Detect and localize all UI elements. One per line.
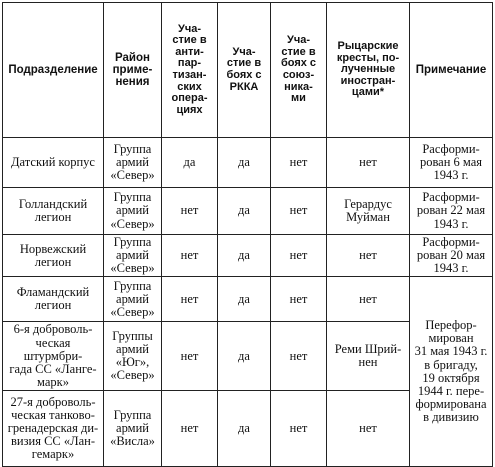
region-cell: Группа армий «Север» bbox=[104, 188, 162, 235]
region-cell: Группа армий «Висла» bbox=[104, 391, 162, 467]
header-rkka: Уча- стие в боях с РККА bbox=[218, 3, 271, 138]
header-anti-partisan: Уча- стие в анти- пар- тизан- ских опера- циях bbox=[162, 3, 218, 138]
header-row bbox=[3, 3, 493, 138]
region-cell: Группа армий «Север» bbox=[104, 235, 162, 277]
note-cell-merged: Перефор- мирован 31 мая 1943 г. в бригаду, 19 октября 1944 г. пере- формирована в дивизию bbox=[410, 277, 493, 467]
rkka-cell: да bbox=[218, 391, 271, 467]
table-row bbox=[3, 277, 493, 322]
header-crosses: Рыцарские кресты, по- лученные иностран- цами* bbox=[327, 3, 410, 138]
unit-cell: Голландский легион bbox=[3, 188, 104, 235]
allies-cell: нет bbox=[271, 138, 327, 188]
crosses-cell: нет bbox=[327, 235, 410, 277]
table-row bbox=[3, 188, 493, 235]
note-cell: Расформи- рован 6 мая 1943 г. bbox=[410, 138, 493, 188]
crosses-cell: нет bbox=[327, 138, 410, 188]
allies-cell: нет bbox=[271, 188, 327, 235]
allies-cell: нет bbox=[271, 235, 327, 277]
crosses-cell: нет bbox=[327, 391, 410, 467]
anti-partisan-cell: нет bbox=[162, 188, 218, 235]
crosses-cell: Реми Шрий- нен bbox=[327, 322, 410, 391]
anti-partisan-cell: да bbox=[162, 138, 218, 188]
anti-partisan-cell: нет bbox=[162, 235, 218, 277]
anti-partisan-cell: нет bbox=[162, 322, 218, 391]
table-row bbox=[3, 138, 493, 188]
unit-cell: Норвежский легион bbox=[3, 235, 104, 277]
header-unit: Подразделение bbox=[3, 3, 104, 138]
crosses-cell: нет bbox=[327, 277, 410, 322]
unit-cell: Фламандский легион bbox=[3, 277, 104, 322]
rkka-cell: да bbox=[218, 235, 271, 277]
allies-cell: нет bbox=[271, 322, 327, 391]
allies-cell: нет bbox=[271, 391, 327, 467]
header-note: Примечание bbox=[410, 3, 493, 138]
allies-cell: нет bbox=[271, 277, 327, 322]
rkka-cell: да bbox=[218, 138, 271, 188]
anti-partisan-cell: нет bbox=[162, 391, 218, 467]
anti-partisan-cell: нет bbox=[162, 277, 218, 322]
header-region: Район приме- нения bbox=[104, 3, 162, 138]
region-cell: Группы армий «Юг», «Север» bbox=[104, 322, 162, 391]
note-cell: Расформи- рован 20 мая 1943 г. bbox=[410, 235, 493, 277]
header-allies: Уча- стие в боях с союз- ника- ми bbox=[271, 3, 327, 138]
unit-cell: Датский корпус bbox=[3, 138, 104, 188]
rkka-cell: да bbox=[218, 188, 271, 235]
rkka-cell: да bbox=[218, 277, 271, 322]
unit-cell: 27-я доброволь- ческая танково- гренадерская ди- визия СС «Лан- гемарк» bbox=[3, 391, 104, 467]
region-cell: Группа армий «Север» bbox=[104, 138, 162, 188]
region-cell: Группа армий «Север» bbox=[104, 277, 162, 322]
crosses-cell: Герардус Муйман bbox=[327, 188, 410, 235]
table-row bbox=[3, 235, 493, 277]
note-cell: Расформи- рован 22 мая 1943 г. bbox=[410, 188, 493, 235]
units-table bbox=[2, 2, 493, 467]
unit-cell: 6-я доброволь- ческая штурмбри- гада СС «Ланге- марк» bbox=[3, 322, 104, 391]
rkka-cell: да bbox=[218, 322, 271, 391]
